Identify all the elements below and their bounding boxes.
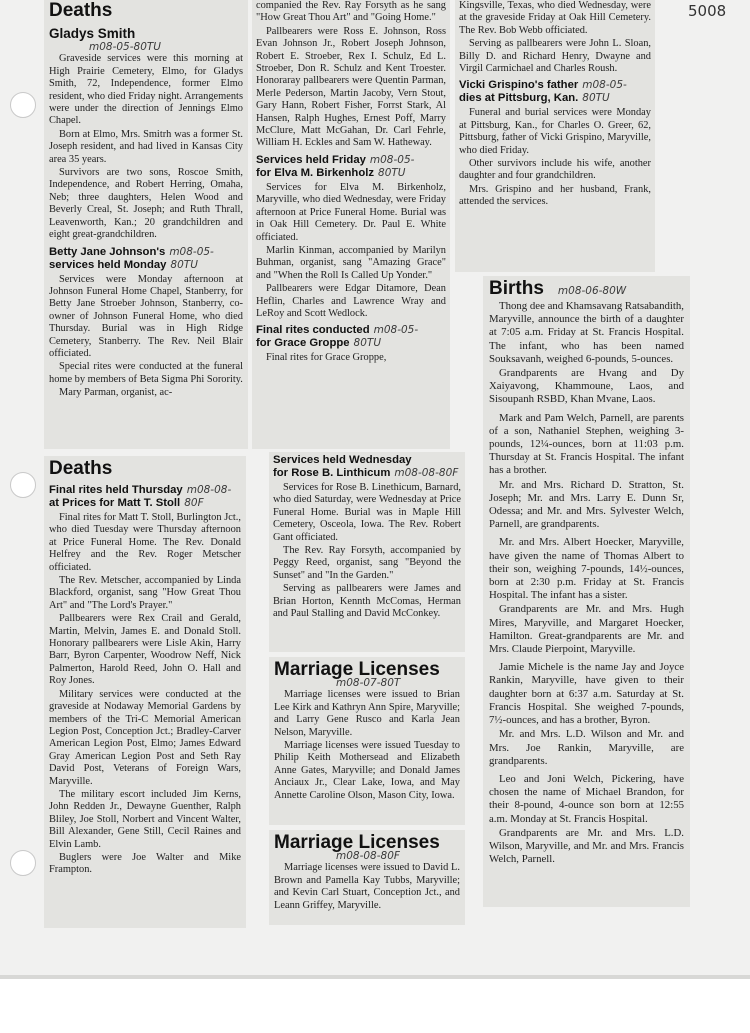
birkenholz-note-line2: 80TU [378,166,406,179]
stoll-para: Pallbearers were Rex Crail and Gerald, Martin, Melvin, James E. and Donald Stoll. Honorary pallbearers were Lisle Akin, Harry Barr, Byron Carpenter, Woodrow Neff, Nick Palmerton, Harold Reed, John O. Hall and Roy Jones. [49,613,241,687]
stoll-para: Buglers were Joe Walter and Mike Frampton. [49,851,241,876]
smith-para: Survivors are two sons, Roscoe Smith, Independence, and Robert Herring, Omaha, Neb; three daughters, Helen Wood and Beverly Creal, St. Joseph; and Ruth Thrall, Leavenworth, Kan.; 20 grandchildren and eight great-grandchildren. [49,167,243,241]
page-number: 5008 [688,2,727,20]
deaths-heading: Deaths [49,0,113,21]
marriage1-heading: Marriage Licenses [274,659,440,680]
stoll-note-line2: 80F [184,497,204,509]
stoll-title-line2: at Prices for Matt T. Stoll [49,497,181,509]
birkenholz-para: Services for Elva M. Birkenholz, Maryville, who died Wednesday, were Friday afternoon at Price Funeral Home. Burial was in Oak Hill Cemetery. Dr. Paul E. White officiated. [256,181,446,243]
clipping-births [483,276,690,907]
clipping-column-2 [252,0,450,449]
johnson-title-line2: services held Monday [49,258,167,271]
page-bottom-edge [0,975,750,979]
johnson-para: Services were Monday afternoon at Johnson Funeral Home Chapel, Stanberry, for Betty Jane Stroeber Johnson, Stanberry, co-owner of Johnson Funeral Home, who died Thursday. Burial was in High Ridge Cemetery, Stanberry. The Rev. Neil Blair officiated. [49,273,243,359]
marriage1-para: Marriage licenses were issued to Brian Lee Kirk and Kathryn Ann Spire, Maryville; and Larry Gene Rusco and Karla Jean Nelson, Maryville. [274,689,460,738]
births-note: m08-06-80W [557,285,627,297]
stoll-para: The military escort included Jim Kerns, John Redden Jr., Dewayne Guenther, Ralph Bliley, Joe Stoll, Norbert and Vincent Walter, Bill Alexander, Gene Still, Cecil Raines and Elvin Lamb. [49,788,241,850]
clipping-deaths-smith-johnson [44,0,248,449]
johnson-title-line1: Betty Jane Johnson's [49,245,166,258]
groppe-para: Final rites for Grace Groppe, [266,352,387,364]
smith-para: Graveside services were this morning at High Prairie Cemetery, Elmo, for Gladys Smith, 72, Independence, former Elmo resident, who died Friday night. Arrangements were under the direction of Jennings Elmo Chapel. [49,53,243,127]
births-para: Grandparents are Mr. and Mrs. Hugh Mires, Maryville, and Margaret Hoecker, Hamilton. Great-grandparents are Mr. and Mrs. Claude Pierpoint, Maryville. [489,603,684,656]
stoll-para: The Rev. Metscher, accompanied by Linda Blackford, organist, sang "How Great Thou Art" and "The Lord's Prayer." [49,575,241,611]
punch-hole-middle [10,472,36,498]
johnson-note-line1: m08-05- [169,245,214,258]
johnson-para: Special rites were conducted at the funeral home by members of Beta Sigma Phi Sorority. [49,361,243,385]
clipping-linthicum [269,452,465,652]
johnson-para: Mary Parman, organist, ac- [59,387,173,399]
smith-title: Gladys Smith [49,26,136,41]
birkenholz-note-line1: m08-05- [369,153,415,166]
grispino-headline [459,79,651,105]
births-para: Leo and Joni Welch, Pickering, have chosen the name of Michael Brandon, for their 8-pound, 4-ounce son born at 12:55 a.m. Monday at St. Francis Hospital. [489,772,684,825]
marriage2-para: Marriage licenses were issued to David L. Brown and Pamella Kay Tubbs, Maryville; and Kevin Carl Stuart, Conception Jct., and Leann Griffey, Maryville. [274,862,460,911]
deaths2-heading: Deaths [49,458,113,479]
marriage1-note: m08-07-80T [336,677,401,689]
groppe-pallbearers-para: Serving as pallbearers were John L. Sloan, Billy D. and Richard Henry, Dwayne and Virgil Carmichael and Charles Roush. [459,38,651,75]
births-para: Thong dee and Khamsavang Ratsabandith, Maryville, announce the birth of a daughter at 7:05 a.m. Friday at St. Francis Hospital. The infant, who has been named Souksavanh, weighed 6-pounds, 5-ounces. [489,300,684,365]
linthicum-title-line1: Services held Wednesday [273,454,412,466]
births-para: Mark and Pam Welch, Parnell, are parents of a son, Nathaniel Stephen, weighing 3-pounds, 12¼-ounces, born at 11:03 p.m. Thursday at St. Francis Hospital. The infant has a brother. [489,411,684,477]
groppe-headline [256,324,446,350]
clipping-deaths-stoll [44,456,246,928]
stoll-headline [49,484,241,510]
births-para: Grandparents are Mr. and Mrs. L.D. Wilson, Maryville, and Mr. and Mrs. Francis Welch, Parnell. [489,826,684,866]
linthicum-note: m08-08-80F [394,467,459,479]
linthicum-para: Services for Rose B. Linethicum, Barnard, who died Saturday, were Wednesday at Price Funeral Home. Burial was in Maple Hill Cemetery, Osceola, Iowa. The Rev. Robert Gant officiated. [273,482,461,543]
groppe-title-line1: Final rites conducted [256,324,370,337]
births-para: Mr. and Mrs. Albert Hoecker, Maryville, have given the name of Thomas Albert to their son, weighing 7-pounds, 14½-ounces, born at 2:30 p.m. Friday at St. Francis Hospital. The infant has a sister. [489,536,684,602]
linthicum-title-line2: for Rose B. Linthicum [273,467,391,479]
stoll-para: Military services were conducted at the graveside at Nodaway Memorial Gardens by members of the Tri-C Memorial American Legion Post, Conception Jct.; Bradley-Carver American Legion Post, Elmo; James Edward Gray American Legion Post and Seth Ray David Post, Veterans of Foreign Wars, Maryville. [49,688,241,787]
grispino-note-line1: m08-05- [582,79,627,92]
grispino-title-line2: dies at Pittsburg, Kan. [459,92,579,105]
births-headline [489,278,684,300]
punch-hole-bottom [10,850,36,876]
grispino-title-line1: Vicki Grispino's father [459,79,579,92]
groppe-continued-para: Kingsville, Texas, who died Wednesday, were at the graveside Friday at Oak Hill Cemetery. The Rev. Bob Webb officiated. [459,0,651,36]
smith-headline [49,26,243,41]
groppe-note-line1: m08-05- [373,324,419,337]
grispino-para: Funeral and burial services were Monday at Pittsburg, Kan., for Charles O. Greer, 62, Pittsburg, father of Vicki Grispino, Maryville, who died Friday. [459,107,651,156]
birkenholz-headline [256,154,446,180]
births-para: Grandparents are Hvang and Dy Xaiyavong, Khammoune, Laos, and Sisoupanh RSBD, Khan Mvane, Laos. [489,367,684,406]
births-para: Mr. and Mrs. L.D. Wilson and Mr. and Mrs. Joe Rankin, Maryville, are grandparents. [489,728,684,767]
births-para: Mr. and Mrs. Richard D. Stratton, St. Joseph; Mr. and Mrs. Larry E. Dunn Sr, Odessa; and Mr. and Mrs. Sylvester Welch, Parnell, are grandparents. [489,478,684,531]
births-heading: Births [489,278,544,299]
births-para: Jamie Michele is the name Jay and Joyce Rankin, Maryville, have given to their daughter born at 6:37 a.m. Saturday at St. Francis Hospital. She weighed 7-pounds, 7½-ounces, and has a brother, Byron. [489,661,684,727]
groppe-note-line2: 80TU [353,337,382,350]
birkenholz-para: Marlin Kinman, accompanied by Marilyn Buhman, organist, sang "Amazing Grace" and "When the Roll Is Called Up Yonder." [256,244,446,281]
linthicum-para: The Rev. Ray Forsyth, accompanied by Peggy Reed, organist, sang "Beyond the Sunset" and "In the Garden." [273,545,461,581]
marriage2-note: m08-08-80F [336,850,400,862]
johnson-headline [49,246,243,272]
linthicum-headline [273,454,461,480]
clipping-column-3 [455,0,655,272]
birkenholz-para: Pallbearers were Edgar Ditamore, Dean Heflin, Charles and Lawrence Wray and LeRoy and Scott Wedlock. [256,283,446,319]
grispino-para: Mrs. Grispino and her husband, Frank, attended the services. [459,183,651,208]
stoll-title-line1: Final rites held Thursday [49,484,183,496]
clipping-marriage-licenses-1 [269,657,465,825]
marriage1-para: Marriage licenses were issued Tuesday to Philip Keith Mothersead and Elizabeth Anne Gates, Maryville; and Donald James Anciaux Jr., Clear Lake, Iowa, and May Annette Caroline Olson, Mason City, Iowa. [274,740,460,801]
smith-para: Born at Elmo, Mrs. Smitrh was a former St. Joseph resident, and had lived in Kansas City area 35 years. [49,128,243,165]
johnson-pallbearers-para: Pallbearers were Ross E. Johnson, Ross Evan Johnson Jr., Robert Joseph Johnson, Robert E. Stroeber, Rex I. Schulz, Ed L. Stroeber, Don R. Schulz and Kent Troester. Honoraray pallbearers were Quentin Parman, Merle Pederson, Martin Jacoby, Vern Stout, Gary Hann, Robert Fisher, Forrst Stark, Al Hansen, Ralph Hughes, Ernest Poff, Marry McClure, Matt McGahan, Dr. Carl Fehrle, William H. Eckles and Sam W. Hatheway. [256,25,446,149]
groppe-title-line2: for Grace Groppe [256,337,350,350]
punch-hole-top [10,92,36,118]
grispino-para: Other survivors include his wife, another daughter and four grandchildren. [459,158,651,182]
birkenholz-title-line2: for Elva M. Birkenholz [256,166,375,179]
grispino-note-line2: 80TU [582,92,610,105]
clipping-marriage-licenses-2 [269,830,465,925]
stoll-note-line1: m08-08- [186,484,232,496]
smith-handwritten-note: m08-05-80TU [89,41,161,53]
johnson-note-line2: 80TU [170,258,198,271]
stoll-para: Final rites for Matt T. Stoll, Burlington Jct., who died Tuesday were Thursday afternoon at Price Funeral Home. The Rev. Donald Helfrey and the Rev. Roger Metscher officiated. [49,512,241,573]
marriage2-heading: Marriage Licenses [274,832,440,853]
birkenholz-title-line1: Services held Friday [256,153,366,166]
linthicum-para: Serving as pallbearers were James and Brian Horton, Kennth McComas, Herman and Paul Stalling and David McConkey. [273,583,461,620]
johnson-continued-para: companied the Rev. Ray Forsyth as he sang "How Great Thou Art" and "Going Home." [256,0,446,24]
